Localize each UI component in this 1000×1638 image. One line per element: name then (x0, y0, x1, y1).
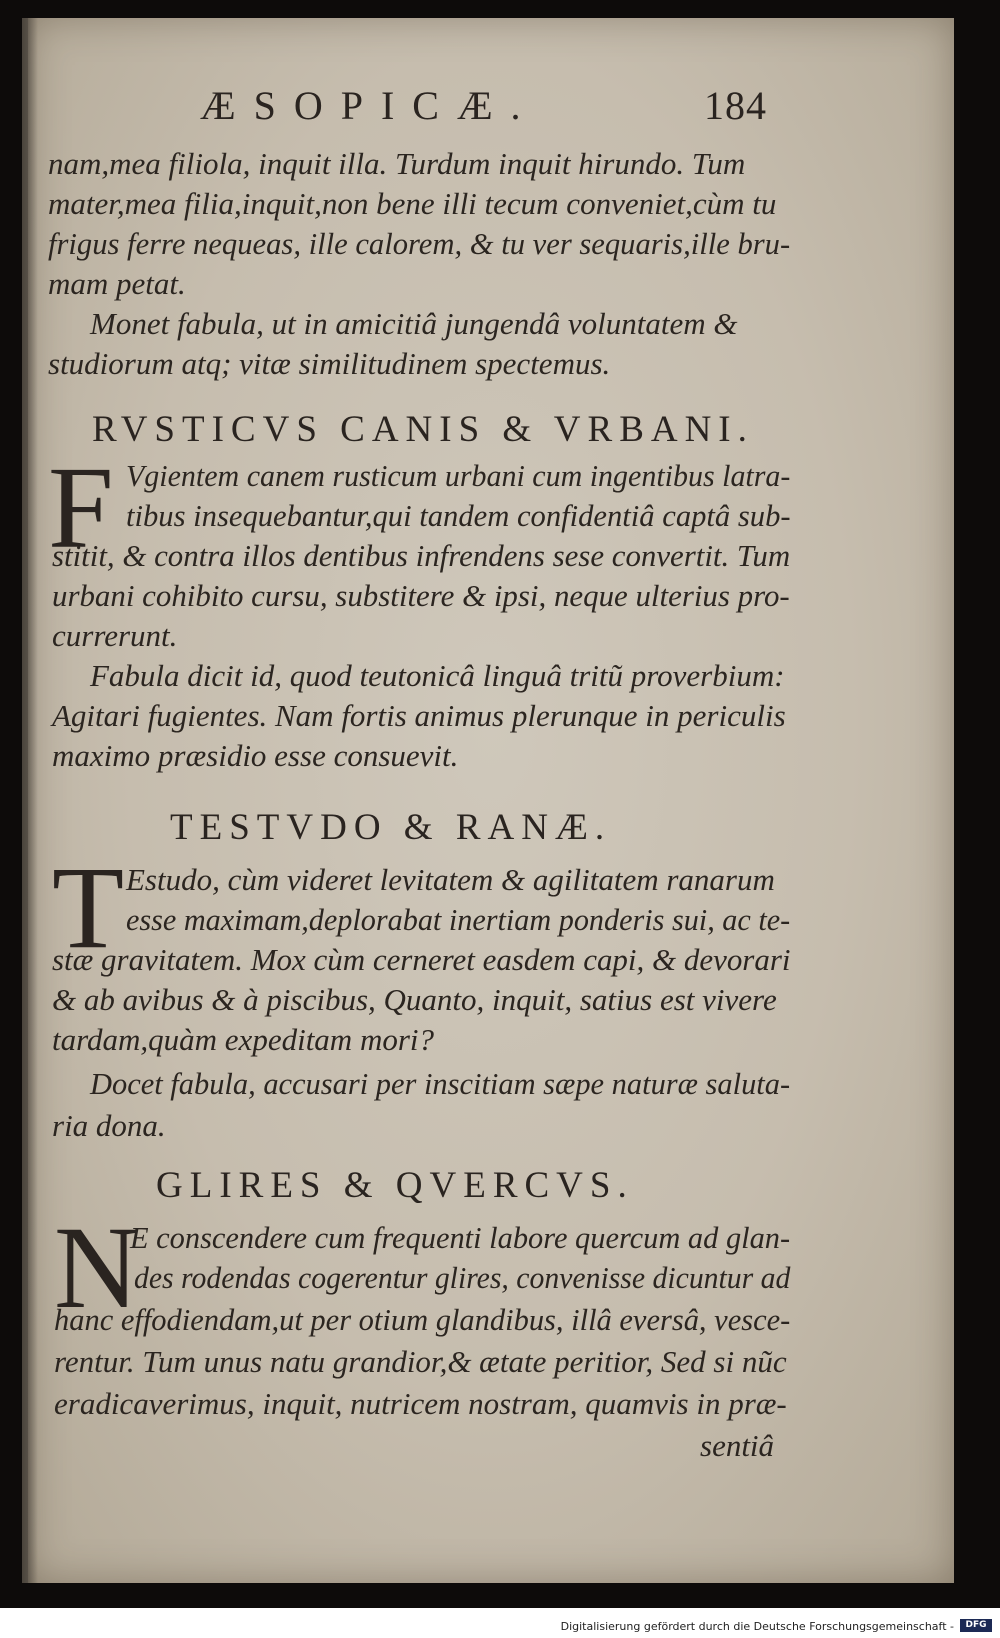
text-line: stæ gravitatem. Mox cùm cerneret easdem capi, & devorari (52, 942, 791, 977)
text-line: Agitari fugientes. Nam fortis animus plerunque in periculis (52, 698, 786, 733)
text-line: Docet fabula, accusari per inscitiam sæpe naturæ saluta- (90, 1066, 791, 1101)
text-line: urbani cohibito cursu, substitere & ipsi, neque ulterius pro- (52, 578, 790, 613)
page-gutter (22, 18, 38, 1583)
text-line: hanc effodiendam,ut per otium glandibus, illâ eversâ, vesce- (54, 1302, 791, 1337)
text-line: & ab avibus & à piscibus, Quanto, inquit, satius est vivere (52, 982, 777, 1017)
text-line: mater,mea filia,inquit,non bene illi tecum conveniet,cùm tu (48, 186, 777, 221)
drop-cap: F (48, 442, 114, 573)
digitization-credit: Digitalisierung gefördert durch die Deutsche Forschungsgemeinschaft - (560, 1620, 954, 1633)
text-line: mam petat. (48, 266, 186, 301)
text-line: eradicaverimus, inquit, nutricem nostram, quamvis in præ- (54, 1386, 787, 1421)
text-line: tardam,quàm expeditam mori? (52, 1022, 435, 1057)
fable-title: RVSTICVS CANIS & VRBANI. (92, 409, 754, 450)
text-line: frigus ferre nequeas, ille calorem, & tu ver sequaris,ille bru- (48, 226, 791, 261)
text-line: nam,mea filiola, inquit illa. Turdum inquit hirundo. Tum (48, 146, 746, 181)
text-line: stitit, & contra illos dentibus infrendens sese convertit. Tum (52, 538, 791, 573)
text-line: Monet fabula, ut in amicitiâ jungendâ voluntatem & (90, 306, 738, 341)
text-line: Estudo, cùm videret levitatem & agilitatem ranarum (126, 862, 775, 897)
catchword: sentiâ (700, 1428, 775, 1463)
page-number: 184 (704, 83, 767, 128)
text-line: studiorum atq; vitæ similitudinem spectemus. (48, 346, 611, 381)
text-line: esse maximam,deplorabat inertiam ponderis sui, ac te- (126, 902, 791, 937)
text-line: Fabula dicit id, quod teutonicâ linguâ tritũ proverbium: (90, 658, 785, 693)
text-line: des rodendas cogerentur glires, convenisse dicuntur ad (134, 1260, 791, 1295)
fable-title: GLIRES & QVERCVS. (156, 1165, 634, 1206)
text-line: maximo præsidio esse consuevit. (52, 738, 459, 773)
running-header: ÆSOPICÆ. (200, 83, 539, 128)
text-line: ria dona. (52, 1108, 166, 1143)
drop-cap: N (54, 1202, 140, 1333)
text-line: currerunt. (52, 618, 178, 653)
text-line: E conscendere cum frequenti labore quercum ad glan- (130, 1220, 791, 1255)
text-line: rentur. Tum unus natu grandior,& ætate peritior, Sed si nũc (54, 1344, 787, 1379)
text-line: tibus insequebantur,qui tandem confidentiâ captâ sub- (126, 498, 791, 533)
drop-cap: T (52, 842, 125, 973)
text-line: Vgientem canem rusticum urbani cum ingentibus latra- (126, 458, 791, 493)
fable-title: TESTVDO & RANÆ. (170, 807, 612, 848)
dfg-logo: DFG (960, 1619, 992, 1632)
